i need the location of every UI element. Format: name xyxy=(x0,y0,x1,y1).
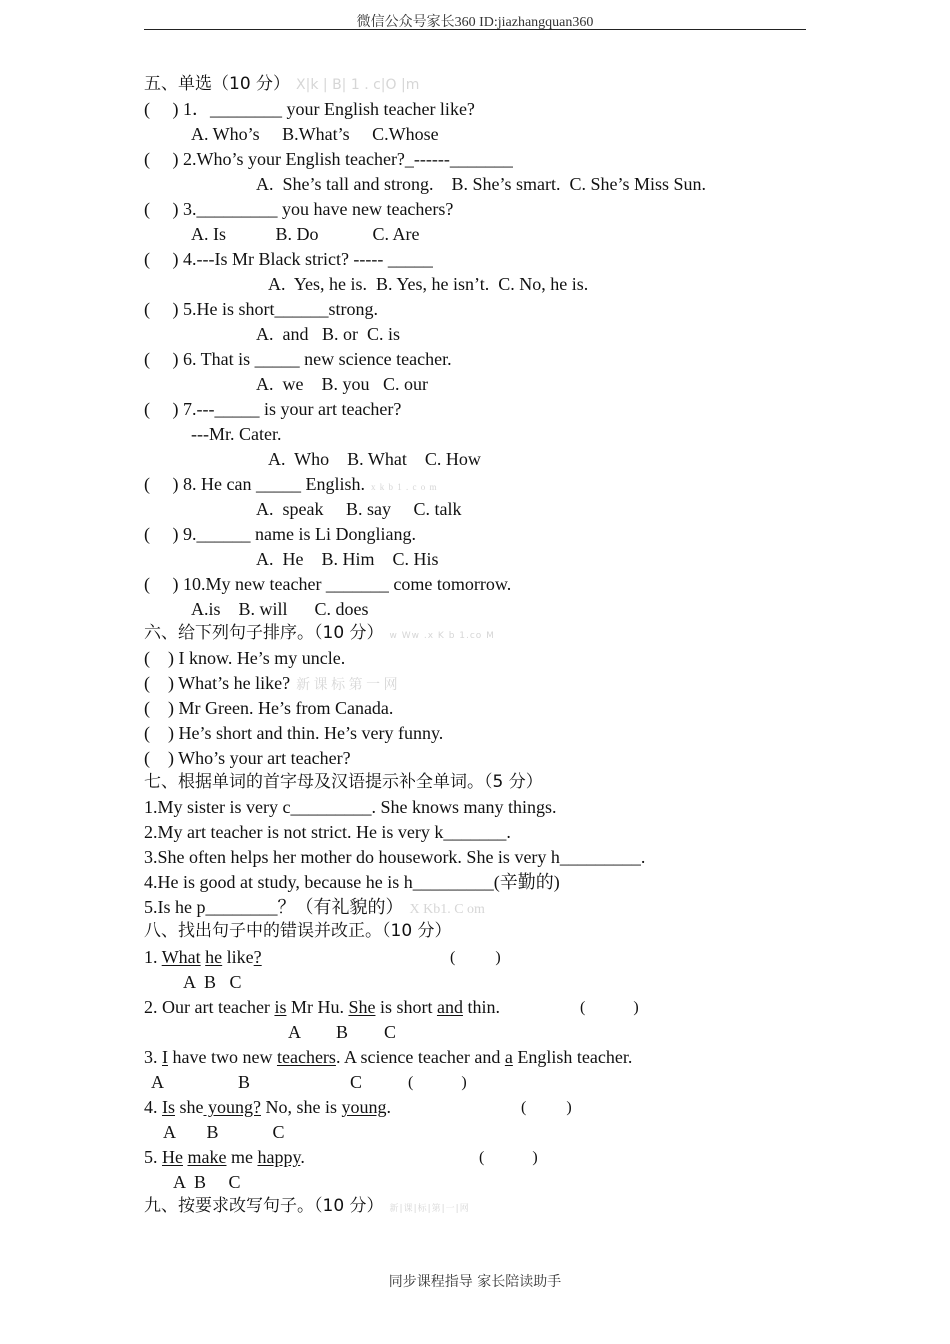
s8-q4 xyxy=(144,1096,391,1118)
s8-q5-text: me xyxy=(226,1147,258,1167)
s5-q7: ( ) 7.---_____ is your art teacher? xyxy=(144,399,402,419)
s8-q1-part-c: ? xyxy=(253,947,262,967)
s8-q3-part-c: a xyxy=(504,1047,513,1067)
watermark: X|k | B| 1 . c|O |m xyxy=(296,77,420,93)
s6-item-2-text: ( ) What’s he like? xyxy=(144,673,291,693)
s8-q5 xyxy=(144,1146,305,1168)
s5-q9-options: A. He B. Him C. His xyxy=(256,549,439,569)
s8-q3-num: 3. xyxy=(144,1047,162,1067)
s5-q10: ( ) 10.My new teacher _______ come tomorrow. xyxy=(144,574,512,594)
page-footer: 同步课程指导 家长陪读助手 xyxy=(388,1274,562,1290)
s5-q3-options: A. Is B. Do C. Are xyxy=(191,224,420,244)
s8-q1-part-b: he xyxy=(205,947,223,967)
s5-q4: ( ) 4.---Is Mr Black strict? ----- _____ xyxy=(144,249,433,269)
s5-q7-answer: ---Mr. Cater. xyxy=(191,424,282,444)
s8-q4-answer-paren: ( ) xyxy=(521,1099,572,1116)
s8-q4-text: she xyxy=(175,1097,204,1117)
s8-q4-labels: A B C xyxy=(163,1122,285,1142)
s6-item-5: ( ) Who’s your art teacher? xyxy=(144,748,351,768)
watermark: 新 课 标 第 一 网 xyxy=(296,678,398,693)
s8-q1-num: 1. xyxy=(144,947,162,967)
s8-q4-text: No, she is xyxy=(261,1097,342,1117)
s8-q4-text: . xyxy=(386,1097,391,1117)
s8-q4-part-b: young? xyxy=(203,1097,261,1117)
section-7-title: 七、根据单词的首字母及汉语提示补全单词。（5 分） xyxy=(144,772,543,792)
s5-q5: ( ) 5.He is short______strong. xyxy=(144,299,378,319)
s8-q2-text: Mr Hu. xyxy=(286,997,349,1017)
s8-q4-part-c: young xyxy=(341,1097,387,1117)
s5-q1: ( ) 1．________ your English teacher like? xyxy=(144,99,475,119)
s6-item-2 xyxy=(144,672,398,694)
watermark: w Ww .x K b 1.co M xyxy=(389,631,495,641)
s8-q5-text: . xyxy=(300,1147,305,1167)
s8-q2-text: 2. Our art teacher xyxy=(144,997,275,1017)
s8-q2-answer-paren: ( ) xyxy=(580,999,639,1016)
s8-q5-part-b: make xyxy=(187,1147,227,1167)
s8-q2-part-a: is xyxy=(274,997,287,1017)
s8-q3 xyxy=(144,1046,632,1068)
s6-item-3: ( ) Mr Green. He’s from Canada. xyxy=(144,698,394,718)
s8-q5-num: 5. xyxy=(144,1147,162,1167)
s8-q3-text: . A science teacher and xyxy=(335,1047,505,1067)
s8-q3-text: English teacher. xyxy=(512,1047,633,1067)
s8-q3-label-a: A xyxy=(151,1072,164,1092)
s8-q3-part-b: teachers xyxy=(276,1047,336,1067)
watermark: 新|课|标|第|一|网 xyxy=(389,1204,470,1214)
s8-q4-num: 4. xyxy=(144,1097,162,1117)
s7-item-5 xyxy=(144,896,485,918)
s8-q3-answer-paren: ( ) xyxy=(408,1074,467,1091)
s5-q1-options: A. Who’s B.What’s C.Whose xyxy=(191,124,439,144)
s8-q5-part-c: happy xyxy=(257,1147,301,1167)
s5-q8-options: A. speak B. say C. talk xyxy=(256,499,462,519)
s6-item-1: ( ) I know. He’s my uncle. xyxy=(144,648,346,668)
section-9-title-text: 九、按要求改写句子。（10 分） xyxy=(144,1196,384,1216)
s8-q5-answer-paren: ( ) xyxy=(479,1149,538,1166)
watermark: x k b 1 . c o m xyxy=(370,482,438,492)
section-8-title: 八、找出句子中的错误并改正。（10 分） xyxy=(144,921,452,941)
s8-q5-part-a: He xyxy=(162,1147,183,1167)
s5-q4-options: A. Yes, he is. B. Yes, he isn’t. C. No, he is. xyxy=(268,274,589,294)
s5-q6: ( ) 6. That is _____ new science teacher. xyxy=(144,349,452,369)
s7-item-1: 1.My sister is very c_________. She knows many things. xyxy=(144,797,557,817)
s7-item-2: 2.My art teacher is not strict. He is very k_______. xyxy=(144,822,511,842)
section-6-title xyxy=(144,622,495,644)
section-5-title-text: 五、单选（10 分） xyxy=(144,74,291,94)
s8-q3-label-c: C xyxy=(350,1072,363,1092)
s8-q4-part-a: Is xyxy=(162,1097,175,1117)
s5-q2-options: A. She’s tall and strong. B. She’s smart. C. She’s Miss Sun. xyxy=(256,174,707,194)
watermark: X Kb1. C om xyxy=(409,902,485,917)
section-9-title xyxy=(144,1195,470,1217)
s6-item-4: ( ) He’s short and thin. He’s very funny. xyxy=(144,723,444,743)
s8-q2 xyxy=(144,996,500,1018)
s8-q1-labels: A B C xyxy=(183,972,242,992)
s8-q2-part-b: She xyxy=(348,997,376,1017)
s8-q2-part-c: and xyxy=(436,997,463,1017)
s5-q6-options: A. we B. you C. our xyxy=(256,374,428,394)
s8-q2-labels: A B C xyxy=(288,1022,397,1042)
page-header: 微信公众号家长360 ID:jiazhangquan360 xyxy=(356,15,594,30)
s8-q5-labels: A B C xyxy=(173,1172,241,1192)
s5-q3: ( ) 3._________ you have new teachers? xyxy=(144,199,454,219)
s5-q9: ( ) 9.______ name is Li Dongliang. xyxy=(144,524,416,544)
s8-q2-text: is short xyxy=(375,997,437,1017)
s5-q8 xyxy=(144,473,437,495)
s8-q3-label-b: B xyxy=(238,1072,251,1092)
s5-q7-options: A. Who B. What C. How xyxy=(268,449,481,469)
s8-q1-text: like xyxy=(222,947,254,967)
s8-q1-part-a: What xyxy=(161,947,201,967)
s8-q1 xyxy=(144,946,262,968)
s8-q2-text: thin. xyxy=(462,997,500,1017)
s5-q8-text: ( ) 8. He can _____ English. xyxy=(144,474,365,494)
s8-q3-text: have two new xyxy=(168,1047,277,1067)
section-5-title xyxy=(144,73,419,95)
s7-item-5-text: 5.Is he p________？（有礼貌的） xyxy=(144,897,404,917)
s5-q5-options: A. and B. or C. is xyxy=(256,324,400,344)
s8-q1-answer-paren: ( ) xyxy=(450,949,501,966)
header-rule xyxy=(144,29,806,30)
s8-q3-part-a: I xyxy=(162,1047,168,1067)
section-6-title-text: 六、给下列句子排序。（10 分） xyxy=(144,623,384,643)
s5-q10-options: A.is B. will C. does xyxy=(191,599,369,619)
s5-q2: ( ) 2.Who’s your English teacher?_------_______ xyxy=(144,149,513,169)
s7-item-4: 4.He is good at study, because he is h_________(辛勤的) xyxy=(144,872,560,892)
s7-item-3: 3.She often helps her mother do housework. She is very h_________. xyxy=(144,847,646,867)
